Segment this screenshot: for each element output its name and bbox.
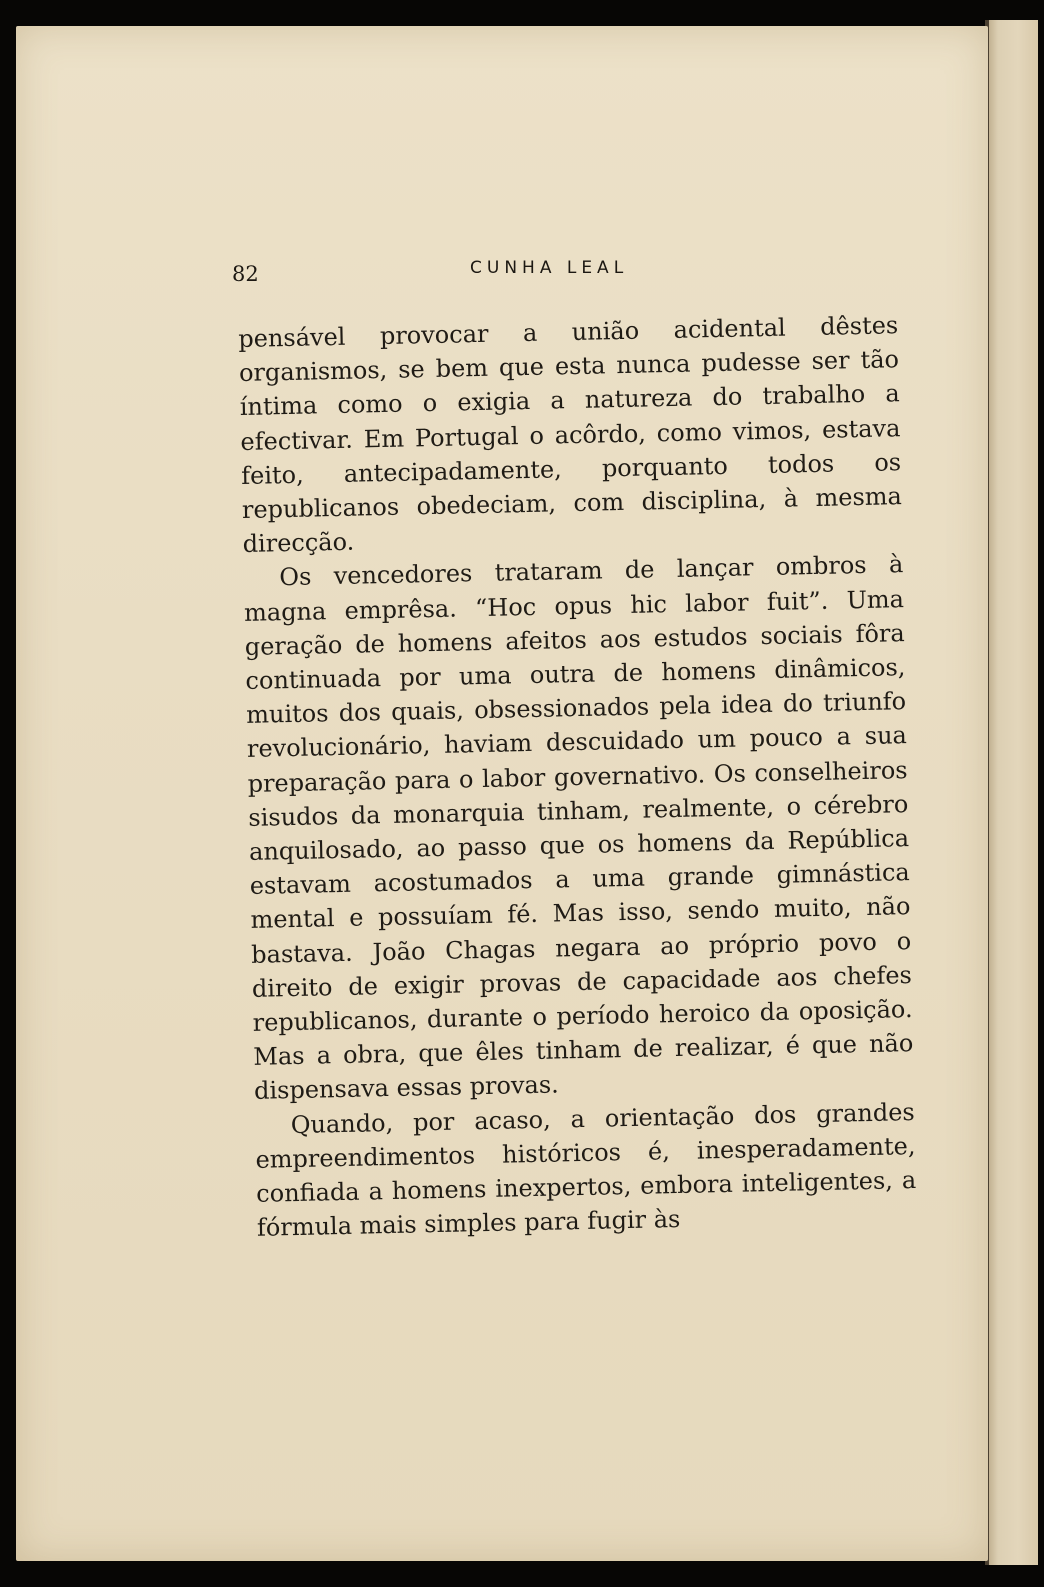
paragraph-2: Os vencedores trataram de lançar ombros à magna emprêsa. “Hoc opus hic labor fuit”. Uma geração de homens afeitos aos estudos sociais fôra continuada por uma outra de homens dinâmicos, muitos dos quais, obsessionados pela idea do triunfo revolucionário, haviam descuidado um pouco a sua preparação para o labor governativo. Os conselheiros sisudos da monarquia tinham, realmente, o cérebro anquilosado, ao passo que os homens da República estavam acostumados a uma grande gimnástica mental e possuíam fé. Mas isso, sendo muito, não bastava. João Chagas negara ao próprio povo o direito de exigir provas de capacidade aos chefes republicanos, durante o período heroico da oposição. Mas a obra, que êles tinham de realizar, é que não dispensava essas provas. [243,550,914,1106]
paragraph-1: pensável provocar a união acidental dêstes organismos, se bem que esta nunca pudesse ser tão íntima como o exigia a natureza do trabalho a efectivar. Em Portugal o acôrdo, como vimos, estava feito, antecipadamente, porquanto todos os republicanos obedeciam, com disciplina, à mesma direcção. [238,311,903,559]
paragraph-3: Quando, por acaso, a orientação dos grandes empreendimentos históricos é, inesperadamente, confiada a homens inexpertos, embora inteligentes, a fórmula mais simples para fugir às [255,1097,917,1243]
next-page-edge [988,20,1038,1565]
body-text [238,308,917,1245]
running-title: CUNHA LEAL [470,258,629,278]
page-number: 82 [232,262,259,286]
running-head [232,258,932,288]
